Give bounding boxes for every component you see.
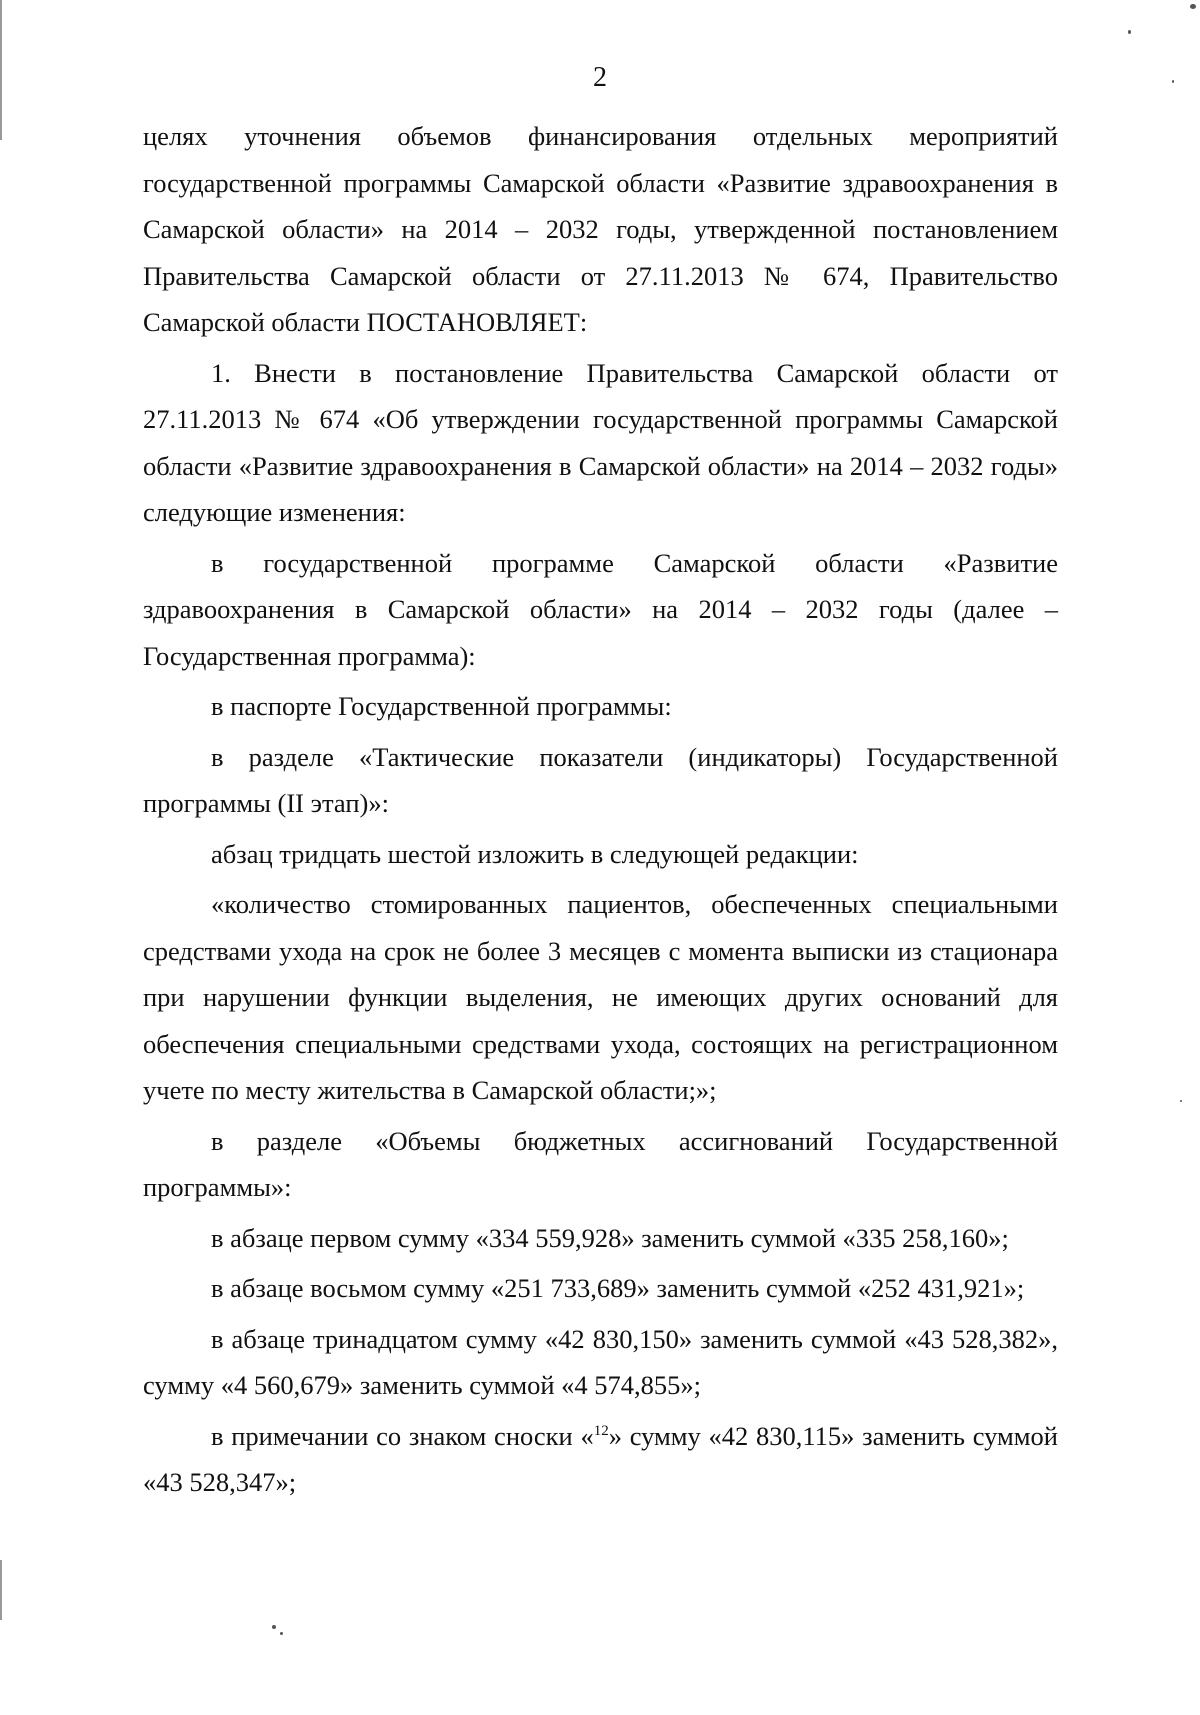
passport-paragraph: в паспорте Государственной программы: [211, 691, 672, 721]
footnote-text-after: » сумму «42 830,115» заменить суммой «43 528,347»; [143, 1420, 1058, 1497]
tactical-indicators-paragraph: в разделе «Тактические показатели (индикаторы) Государственной программы (II этап)»: [143, 741, 1058, 818]
page-number: 2 [593, 62, 607, 93]
abzats-eighth-paragraph: в абзаце восьмом сумму «251 733,689» заменить суммой «252 431,921»; [211, 1273, 1025, 1303]
program-changes-paragraph: в государственной программе Самарской области «Развитие здравоохранения в Самарской области» на 2014 – 2032 годы (далее – Государственная программа): [143, 547, 1058, 671]
scan-edge-mark [0, 0, 2, 140]
intro-paragraph: целях уточнения объемов финансирования отдельных мероприятий государственной программы Самарской области «Развитие здравоохранения в Самарской области» на 2014 – 2032 годы, утвержденной постановлением Правительства Самарской области от 27.11.2013 № 674, Правительство Самарской области ПОСТАНОВЛЯЕТ: [143, 121, 1058, 337]
scan-speck [1190, 4, 1196, 9]
abzats-thirteenth-paragraph: в абзаце тринадцатом сумму «42 830,150» заменить суммой «43 528,382», сумму «4 560,679» заменить суммой «4 574,855»; [143, 1323, 1058, 1400]
quoted-indicator-paragraph: «количество стомированных пациентов, обеспеченных специальными средствами ухода на срок не более 3 месяцев с момента выписки из стационара при нарушении функции выделения, не имеющих других оснований для обеспечения специальными средствами ухода, состоящих на регистрационном учете по месту жительства в Самарской области;»; [143, 889, 1058, 1105]
scan-speck [1172, 80, 1174, 83]
scan-speck [1180, 1100, 1182, 1102]
item-1-paragraph: 1. Внести в постановление Правительства Самарской области от 27.11.2013 № 674 «Об утверждении государственной программы Самарской области «Развитие здравоохранения в Самарской области» на 2014 – 2032 годы» следующие изменения: [143, 357, 1058, 527]
scan-edge-mark [0, 1560, 2, 1620]
budget-section-paragraph: в разделе «Объемы бюджетных ассигнований Государственной программы»: [143, 1125, 1058, 1202]
footnote-text-before: в примечании со знаком сноски « [211, 1420, 594, 1451]
footnote-superscript: 12 [593, 1422, 609, 1439]
document-body [143, 113, 1058, 1506]
scan-speck [280, 1632, 283, 1635]
abzats-36-paragraph: абзац тридцать шестой изложить в следующей редакции: [211, 838, 859, 869]
abzats-first-paragraph: в абзаце первом сумму «334 559,928» заменить суммой «335 258,160»; [211, 1222, 1009, 1253]
scan-speck [272, 1625, 276, 1629]
footnote-note-paragraph [143, 1413, 1058, 1506]
scan-speck [1128, 30, 1131, 34]
